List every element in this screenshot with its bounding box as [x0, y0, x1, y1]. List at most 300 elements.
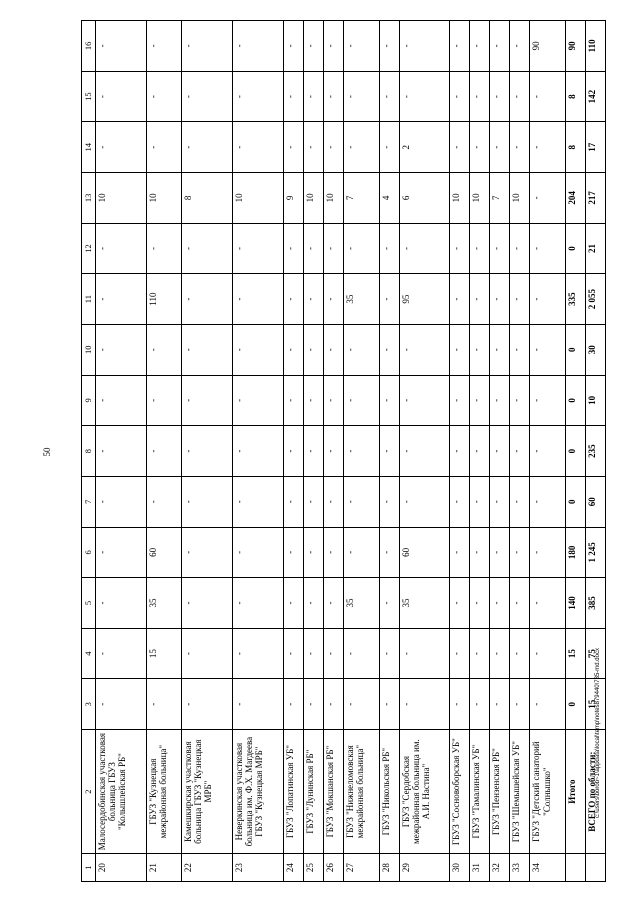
table-cell: 10 — [324, 173, 344, 224]
table-cell: - — [146, 324, 181, 375]
header-cell: 12 — [82, 223, 96, 274]
table-cell: - — [284, 578, 304, 629]
table-cell: - — [182, 375, 233, 426]
table-cell: - — [146, 375, 181, 426]
footer-path: c:\users\borob~1\appdata\local\temp\notes879440\735-md.docx — [595, 648, 601, 818]
table-cell: 30 — [585, 324, 605, 375]
table-cell: - — [399, 324, 450, 375]
table-cell: 110 — [146, 274, 181, 325]
table-cell: 140 — [565, 578, 585, 629]
table-cell: - — [233, 21, 284, 72]
table-cell: 2 — [399, 122, 450, 173]
table-cell: - — [510, 578, 530, 629]
table-cell: - — [490, 476, 510, 527]
table-cell: - — [324, 324, 344, 375]
table-cell: 8 — [565, 122, 585, 173]
table-cell: - — [324, 679, 344, 730]
header-cell: 5 — [82, 578, 96, 629]
table-row — [344, 21, 379, 882]
table-cell: - — [233, 324, 284, 375]
table-row — [565, 21, 585, 882]
table-cell: - — [146, 476, 181, 527]
header-cell: 11 — [82, 274, 96, 325]
table-cell: 33 — [510, 854, 530, 882]
facility-name-cell: Неверкинская участковая больница им. Ф.Х. Магдеева ГБУЗ "Кузнецкая МРБ" — [233, 730, 284, 854]
table-cell: - — [324, 274, 344, 325]
table-cell: - — [379, 476, 399, 527]
table-cell: - — [344, 628, 379, 679]
table-cell: 0 — [565, 679, 585, 730]
table-cell: - — [530, 274, 565, 325]
table-cell: 60 — [146, 527, 181, 578]
table-cell: - — [490, 578, 510, 629]
table-cell: - — [510, 375, 530, 426]
table-cell: 7 — [490, 173, 510, 224]
table-cell: - — [284, 324, 304, 375]
table-cell: - — [450, 679, 470, 730]
table-cell: - — [182, 476, 233, 527]
table-cell: 35 — [146, 578, 181, 629]
table-header-row — [82, 21, 96, 882]
table-cell — [565, 854, 585, 882]
table-cell: - — [233, 223, 284, 274]
table-cell: - — [96, 426, 147, 477]
table-cell: - — [233, 527, 284, 578]
table-cell: - — [530, 527, 565, 578]
table-cell: - — [510, 122, 530, 173]
table-cell: 1 245 — [585, 527, 605, 578]
table-cell: 28 — [379, 854, 399, 882]
table-cell: 90 — [565, 21, 585, 72]
table-row — [96, 21, 147, 882]
table-cell: - — [304, 578, 324, 629]
table-cell: - — [450, 527, 470, 578]
table-cell: - — [304, 426, 324, 477]
table-cell: 180 — [565, 527, 585, 578]
table-cell: 32 — [490, 854, 510, 882]
table-cell: - — [304, 21, 324, 72]
table-cell: - — [96, 527, 147, 578]
table-cell: - — [379, 122, 399, 173]
table-cell: - — [379, 21, 399, 72]
table-cell: - — [284, 375, 304, 426]
table-row — [324, 21, 344, 882]
table-cell: - — [284, 527, 304, 578]
table-cell: - — [182, 122, 233, 173]
table-cell: - — [344, 476, 379, 527]
table-cell: 15 — [585, 679, 605, 730]
header-cell: 16 — [82, 21, 96, 72]
table-cell: - — [284, 274, 304, 325]
table-cell: - — [182, 223, 233, 274]
table-cell: 0 — [565, 324, 585, 375]
table-cell: 35 — [344, 274, 379, 325]
beds-table — [81, 20, 606, 882]
table-cell: - — [510, 21, 530, 72]
table-cell: - — [490, 628, 510, 679]
table-cell: - — [182, 527, 233, 578]
table-cell: - — [233, 476, 284, 527]
table-cell: - — [379, 527, 399, 578]
header-cell: 4 — [82, 628, 96, 679]
header-cell: 15 — [82, 71, 96, 122]
header-cell: 10 — [82, 324, 96, 375]
table-cell: - — [470, 71, 490, 122]
table-cell: 30 — [450, 854, 470, 882]
table-cell: - — [182, 324, 233, 375]
table-cell: 20 — [96, 854, 147, 882]
table-cell: - — [530, 476, 565, 527]
table-cell: 2 055 — [585, 274, 605, 325]
table-cell: - — [324, 71, 344, 122]
table-cell: - — [344, 21, 379, 72]
table-cell: 21 — [585, 223, 605, 274]
facility-name-cell: ГБУЗ "Пензенская РБ" — [490, 730, 510, 854]
table-cell: - — [344, 223, 379, 274]
table-cell: - — [233, 71, 284, 122]
table-cell: - — [344, 527, 379, 578]
table-cell: 110 — [585, 21, 605, 72]
table-cell: - — [450, 21, 470, 72]
table-cell: - — [304, 71, 324, 122]
table-cell: - — [470, 426, 490, 477]
table-cell: - — [96, 324, 147, 375]
table-cell: 60 — [399, 527, 450, 578]
page-number: 50 — [42, 447, 52, 457]
table-cell: - — [450, 628, 470, 679]
table-cell: 10 — [304, 173, 324, 224]
table-cell: - — [450, 223, 470, 274]
table-cell: - — [182, 21, 233, 72]
table-cell: 15 — [565, 628, 585, 679]
table-cell: - — [470, 628, 490, 679]
table-cell: - — [182, 578, 233, 629]
table-cell: - — [379, 628, 399, 679]
table-cell: 0 — [565, 223, 585, 274]
table-cell: - — [284, 223, 304, 274]
table-cell: - — [379, 71, 399, 122]
table-cell: 27 — [344, 854, 379, 882]
table-cell: 0 — [565, 375, 585, 426]
table-cell: - — [284, 426, 304, 477]
header-cell: 3 — [82, 679, 96, 730]
table-cell: 10 — [146, 173, 181, 224]
table-row — [146, 21, 181, 882]
table-cell: - — [470, 679, 490, 730]
table-cell: - — [399, 71, 450, 122]
table-cell: - — [530, 71, 565, 122]
table-row — [470, 21, 490, 882]
facility-name-cell: ГБУЗ "Нижнеломовская межрайонная больница" — [344, 730, 379, 854]
table-cell: - — [233, 628, 284, 679]
table-cell: - — [399, 223, 450, 274]
table-cell: - — [490, 324, 510, 375]
table-cell: - — [182, 679, 233, 730]
table-cell: - — [490, 223, 510, 274]
table-row — [510, 21, 530, 882]
table-cell: - — [470, 223, 490, 274]
facility-name-cell: ГБУЗ "Никольская РБ" — [379, 730, 399, 854]
table-cell: 10 — [510, 173, 530, 224]
table-cell: - — [96, 122, 147, 173]
table-cell: - — [470, 324, 490, 375]
table-cell: 17 — [585, 122, 605, 173]
table-cell: - — [96, 274, 147, 325]
table-cell: - — [470, 21, 490, 72]
table-cell: - — [233, 122, 284, 173]
table-row — [304, 21, 324, 882]
table-cell: - — [379, 375, 399, 426]
table-cell: - — [490, 375, 510, 426]
table-cell: - — [233, 426, 284, 477]
facility-name-cell: ГБУЗ "Шемышейская УБ" — [510, 730, 530, 854]
table-row — [284, 21, 304, 882]
table-cell: - — [530, 223, 565, 274]
header-cell: 9 — [82, 375, 96, 426]
table-cell: - — [490, 426, 510, 477]
header-cell: 1 — [82, 854, 96, 882]
table-cell: - — [284, 71, 304, 122]
table-cell: - — [304, 679, 324, 730]
table-cell: - — [96, 21, 147, 72]
table-cell: - — [470, 274, 490, 325]
table-cell: - — [470, 122, 490, 173]
table-cell: 4 — [379, 173, 399, 224]
table-cell: - — [146, 21, 181, 72]
table-cell: - — [379, 679, 399, 730]
table-cell: - — [324, 122, 344, 173]
table-row — [399, 21, 450, 882]
table-cell: 10 — [233, 173, 284, 224]
table-cell: 23 — [233, 854, 284, 882]
table-cell: - — [510, 679, 530, 730]
table-cell: - — [379, 426, 399, 477]
table-cell: - — [324, 527, 344, 578]
table-cell: 204 — [565, 173, 585, 224]
table-cell: - — [304, 476, 324, 527]
facility-name-cell: Итого — [565, 730, 585, 854]
table-cell: - — [233, 578, 284, 629]
table-cell: - — [146, 122, 181, 173]
table-cell: 31 — [470, 854, 490, 882]
table-cell: 60 — [585, 476, 605, 527]
table-cell: 142 — [585, 71, 605, 122]
table-cell: - — [490, 274, 510, 325]
table-cell: - — [379, 324, 399, 375]
table-cell: - — [324, 21, 344, 72]
table-cell: - — [324, 628, 344, 679]
table-cell: - — [510, 527, 530, 578]
table-cell: - — [379, 223, 399, 274]
table-cell: 7 — [344, 173, 379, 224]
table-cell: - — [450, 324, 470, 375]
table-cell: - — [146, 679, 181, 730]
header-cell: 2 — [82, 730, 96, 854]
table-cell: - — [399, 426, 450, 477]
table-cell: - — [96, 476, 147, 527]
table-cell: - — [530, 324, 565, 375]
table-cell: - — [304, 628, 324, 679]
table-cell: - — [304, 122, 324, 173]
table-cell: - — [450, 426, 470, 477]
table-cell: - — [470, 375, 490, 426]
table-cell: - — [450, 122, 470, 173]
table-cell: 8 — [182, 173, 233, 224]
facility-name-cell: ГБУЗ "Сердобская межрайонная больница им. А.И. Настина" — [399, 730, 450, 854]
table-row — [490, 21, 510, 882]
rotated-table — [81, 20, 606, 882]
table-cell: - — [399, 679, 450, 730]
table-cell: 0 — [565, 476, 585, 527]
header-cell: 7 — [82, 476, 96, 527]
facility-name-cell: ГБУЗ "Детский санаторий "Солнышко" — [530, 730, 565, 854]
table-cell: - — [304, 375, 324, 426]
table-cell: 10 — [470, 173, 490, 224]
table-cell: - — [344, 122, 379, 173]
table-cell: - — [284, 628, 304, 679]
table-cell: - — [233, 375, 284, 426]
table-cell: 21 — [146, 854, 181, 882]
table-cell: - — [233, 679, 284, 730]
table-cell: 385 — [585, 578, 605, 629]
table-cell: 10 — [96, 173, 147, 224]
table-cell: - — [490, 71, 510, 122]
table-cell: 235 — [585, 426, 605, 477]
header-cell: 6 — [82, 527, 96, 578]
table-cell: - — [96, 375, 147, 426]
table-cell: 335 — [565, 274, 585, 325]
table-cell: - — [470, 476, 490, 527]
table-cell: 29 — [399, 854, 450, 882]
table-cell: - — [379, 578, 399, 629]
table-container — [81, 20, 606, 882]
table-cell: 6 — [399, 173, 450, 224]
table-cell: - — [344, 679, 379, 730]
table-cell: - — [530, 375, 565, 426]
table-cell: - — [450, 578, 470, 629]
table-cell: - — [510, 476, 530, 527]
table-cell: - — [530, 173, 565, 224]
table-cell: - — [510, 324, 530, 375]
table-cell: - — [324, 578, 344, 629]
table-cell: - — [510, 628, 530, 679]
table-cell: 90 — [530, 21, 565, 72]
table-cell: - — [304, 274, 324, 325]
table-cell: - — [490, 122, 510, 173]
table-cell: - — [146, 71, 181, 122]
table-row — [182, 21, 233, 882]
facility-name-cell: ГБУЗ "Лопатинская УБ" — [284, 730, 304, 854]
table-cell: - — [284, 476, 304, 527]
table-cell: - — [344, 71, 379, 122]
table-row — [450, 21, 470, 882]
table-cell: - — [182, 274, 233, 325]
table-row — [530, 21, 565, 882]
table-cell: - — [344, 426, 379, 477]
table-row — [379, 21, 399, 882]
table-cell: 8 — [565, 71, 585, 122]
table-cell: - — [96, 223, 147, 274]
table-cell: - — [530, 426, 565, 477]
table-cell: - — [530, 122, 565, 173]
facility-name-cell: ГБУЗ "Лунинская РБ" — [304, 730, 324, 854]
table-cell: - — [530, 578, 565, 629]
facility-name-cell: ГБУЗ "Кузнецкая межрайонная больница" — [146, 730, 181, 854]
table-cell: - — [399, 21, 450, 72]
table-cell: - — [510, 71, 530, 122]
table-cell: - — [510, 223, 530, 274]
facility-name-cell: ВСЕГО по области: — [585, 730, 605, 854]
table-cell: - — [344, 375, 379, 426]
facility-name-cell: ГБУЗ "Тамалинская УБ" — [470, 730, 490, 854]
table-cell: 0 — [565, 426, 585, 477]
table-cell: - — [344, 324, 379, 375]
table-cell: 10 — [585, 375, 605, 426]
table-cell: 15 — [146, 628, 181, 679]
table-cell — [585, 854, 605, 882]
table-cell: - — [530, 628, 565, 679]
table-cell: - — [96, 628, 147, 679]
table-row — [233, 21, 284, 882]
table-cell: 35 — [344, 578, 379, 629]
table-cell: - — [182, 628, 233, 679]
header-cell: 8 — [82, 426, 96, 477]
table-cell: - — [233, 274, 284, 325]
table-cell: - — [146, 223, 181, 274]
table-cell: 95 — [399, 274, 450, 325]
facility-name-cell: ГБУЗ "Сосновоборская УБ" — [450, 730, 470, 854]
table-cell: - — [450, 476, 470, 527]
table-cell: 10 — [450, 173, 470, 224]
table-cell: - — [324, 426, 344, 477]
table-cell: - — [530, 679, 565, 730]
table-cell: - — [304, 324, 324, 375]
table-cell: - — [324, 375, 344, 426]
table-cell: - — [324, 476, 344, 527]
table-cell: 217 — [585, 173, 605, 224]
table-cell: - — [490, 679, 510, 730]
table-cell: - — [450, 274, 470, 325]
table-cell: - — [284, 122, 304, 173]
table-cell: 25 — [304, 854, 324, 882]
facility-name-cell: Камешкирская участковая больница ГБУЗ "Кузнецкая МРБ" — [182, 730, 233, 854]
facility-name-cell: ГБУЗ "Мокшанская РБ" — [324, 730, 344, 854]
table-cell: 26 — [324, 854, 344, 882]
table-cell: 34 — [530, 854, 565, 882]
facility-name-cell: Малосердобинская участковая больница ГБУЗ "Колышлейская РБ" — [96, 730, 147, 854]
table-cell: 9 — [284, 173, 304, 224]
table-cell: - — [399, 476, 450, 527]
header-cell: 14 — [82, 122, 96, 173]
table-cell: - — [450, 71, 470, 122]
table-cell: - — [470, 578, 490, 629]
table-cell: - — [182, 426, 233, 477]
table-cell: - — [284, 21, 304, 72]
table-cell: 24 — [284, 854, 304, 882]
table-cell: - — [96, 578, 147, 629]
table-cell: - — [490, 527, 510, 578]
table-cell: - — [324, 223, 344, 274]
table-cell: - — [96, 71, 147, 122]
table-cell: - — [96, 679, 147, 730]
header-cell: 13 — [82, 173, 96, 224]
table-cell: - — [304, 223, 324, 274]
table-cell: - — [510, 426, 530, 477]
table-cell: 22 — [182, 854, 233, 882]
table-cell: - — [284, 679, 304, 730]
table-cell: - — [450, 375, 470, 426]
table-cell: - — [399, 628, 450, 679]
